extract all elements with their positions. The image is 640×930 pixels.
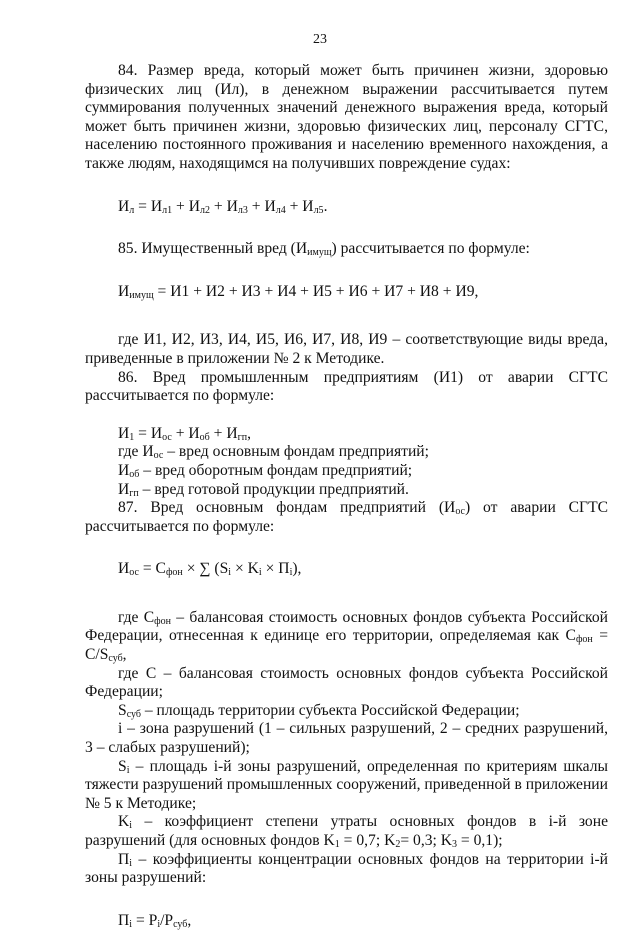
- formula-ios: $И_{ос} = С_{фон}$ × ∑ $(S_i \times K_i \times П_i)$,: [118, 560, 302, 579]
- definition-igp: $И_{гп}$ – вред готовой продукции предприятий.: [118, 480, 409, 499]
- definition-ssub: $S_{суб}$ – площадь территории субъекта Российской Федерации;: [118, 701, 520, 720]
- definition-iob: $И_{об}$ – вред оборотным фондам предприятий;: [118, 461, 413, 480]
- paragraph-84: 84. Размер вреда, который может быть причинен жизни, здоровью физических лиц (Ил), в денежном выражении рассчитывается путем суммирования полученных значений денежного выражения вреда, который может быть причинен жизни, здоровью физических лиц, персоналу СГТС, населению постоянного проживания и населению временного нахождения, а также людям, находящимся на получивших повреждение судах:: [85, 62, 608, 172]
- formula-il: $И_л = И_{л1} + И_{л2} + И_{л3} + И_{л4} + И_{л5}$.: [118, 197, 328, 216]
- definition-i: i – зона разрушений (1 – сильных разрушений, 2 – средних разрушений, 3 – слабых разрушений);: [85, 720, 608, 757]
- definition-pi: $П_i$ – коэффициенты концентрации основных фондов на территории i-й зоны разрушений:: [85, 850, 608, 887]
- definition-cfon: где $С_{фон}$ – балансовая стоимость основных фондов субъекта Российской Федерации, отнесенная к единице его территории, определяемая как $С_{фон} = C/S_{суб}$,: [85, 608, 608, 665]
- formula-imusch: $И_{имущ} = И1 + И2 + И3 + И4 + И5 + И6 + И7 + И8 + И9$,: [118, 282, 479, 301]
- paragraph-85-where: где И1, И2, И3, И4, И5, И6, И7, И8, И9 – соответствующие виды вреда, приведенные в приложении № 2 к Методике.: [85, 331, 608, 367]
- definition-si: $S_i$ – площадь i-й зоны разрушений, определенная по критериям шкалы тяжести разрушений промышленных сооружений, приведенной в приложении № 5 к Методике;: [85, 757, 608, 812]
- paragraph-85: 85. Имущественный вред $(И_{имущ})$ рассчитывается по формуле:: [118, 240, 530, 259]
- formula-pi: $П_i = P_i/P_{суб}$,: [118, 911, 192, 930]
- definition-ios: где $И_{ос}$ – вред основным фондам предприятий;: [118, 443, 429, 462]
- page-number: 23: [313, 32, 327, 47]
- paragraph-87: 87. Вред основным фондам предприятий $(И_{ос})$ от аварии СГТС рассчитывается по формуле:: [85, 499, 608, 535]
- definition-ki: $K_i$ – коэффициент степени утраты основных фондов в i-й зоне разрушений (для основных фондов $K_1 = 0,7$; $K_2= 0,3$; $K_3 = 0,1$);: [85, 813, 608, 850]
- paragraph-86: 86. Вред промышленным предприятиям (И1) от аварии СГТС рассчитывается по формуле:: [85, 368, 608, 405]
- definition-c: где С – балансовая стоимость основных фондов субъекта Российской Федерации;: [85, 664, 608, 701]
- formula-i1: $И_1 = И_{ос} + И_{об} + И_{гп}$,: [118, 424, 251, 443]
- document-body: [85, 62, 608, 930]
